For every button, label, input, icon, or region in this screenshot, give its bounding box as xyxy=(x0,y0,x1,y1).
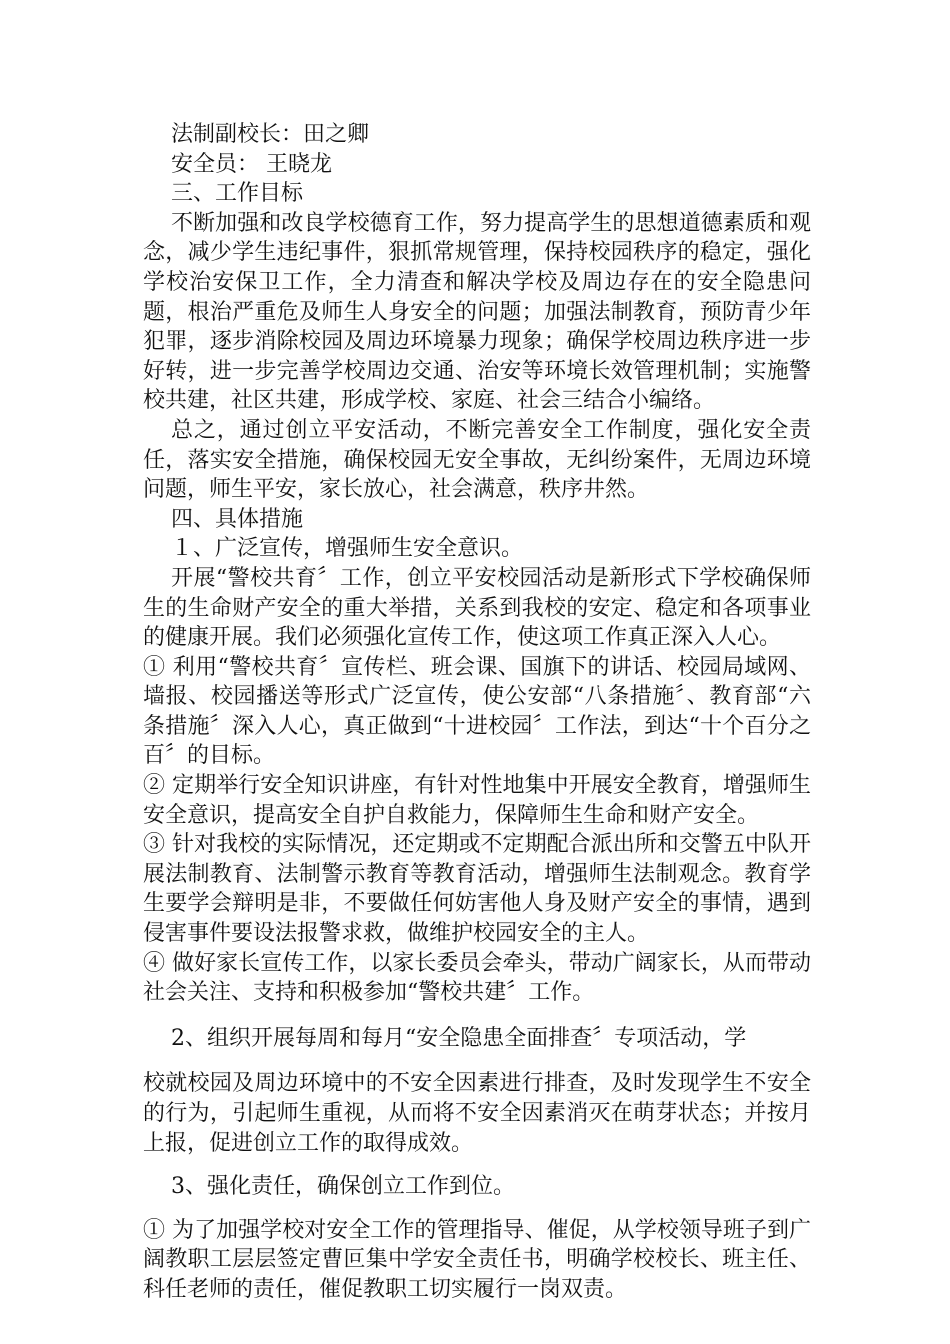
measure-2-heading: 2、组织开展每周和每月“安全隐患全面排查〞专项活动，学 xyxy=(171,1025,747,1051)
measure-1-heading: １、广泛宣传，增强师生安全意识。 xyxy=(171,536,524,562)
measure-1-item-3: ③ 针对我校的实际情况，还定期或不定期配合派出所和交警五中队开展法制教育、法制警示教育等教育活动，增强师生法制观念。教育学生要学会辩明是非，不要做任何妨害他人身及财产安全的事情，遇到侵害事件要设法报警求救，做维护校园安全的主人。 xyxy=(143,832,811,947)
measure-3-heading: 3、强化责任，确保创立工作到位。 xyxy=(171,1174,515,1200)
section-heading-measures: 四、具体措施 xyxy=(171,506,304,532)
goals-paragraph: 不断加强和改良学校德育工作，努力提高学生的思想道德素质和观念，减少学生违纪事件，狠抓常规管理，保持校园秩序的稳定，强化学校治安保卫工作，全力清查和解决学校及周边存在的安全隐患问题，根治严重危及师生人身安全的问题；加强法制教育，预防青少年犯罪，逐步消除校园及周边环境暴力现象；确保学校周边秩序进一步好转，进一步完善学校周边交通、治安等环境长效管理机制；实施警校共建，社区共建，形成学校、家庭、社会三结合小编络。 xyxy=(143,210,811,414)
measure-1-paragraph: 开展“警校共育〞工作，创立平安校园活动是新形式下学校确保师生的生命财产安全的重大举措，关系到我校的安定、稳定和各项事业的健康开展。我们必须强化宣传工作，使这项工作真正深入人心。 xyxy=(143,565,811,651)
summary-paragraph: 总之，通过创立平安活动，不断完善安全工作制度，强化安全责任，落实安全措施，确保校园无安全事故，无纠纷案件，无周边环境问题，师生平安，家长放心，社会满意，秩序井然。 xyxy=(143,417,811,503)
measure-1-item-4: ④ 做好家长宣传工作，以家长委员会牵头，带动广阔家长，从而带动社会关注、支持和积极参加“警校共建〞工作。 xyxy=(143,950,811,1006)
measure-3-item-1: ① 为了加强学校对安全工作的管理指导、催促，从学校领导班子到广阔教职工层层签定曹叵集中学安全责任书，明确学校校长、班主任、科任老师的责任，催促教职工切实履行一岗双责。 xyxy=(143,1217,811,1302)
safety-officer-line: 安全员： 王晓龙 xyxy=(171,151,332,177)
vice-principal-line: 法制副校长：田之卿 xyxy=(171,122,370,147)
section-heading-goals: 三、工作目标 xyxy=(171,181,304,207)
measure-1-item-1: ① 利用“警校共育〞宣传栏、班会课、国旗下的讲话、校园局域网、墙报、校园播送等形式广泛宣传，使公安部“八条措施〞、教育部“六条措施〞深入人心，真正做到“十进校园〞工作法，到达“十个百分之百〞的目标。 xyxy=(143,654,811,769)
document-body xyxy=(143,120,811,1305)
measure-1-item-2: ② 定期举行安全知识讲座，有针对性地集中开展安全教育，增强师生安全意识，提高安全自护自救能力，保障师生生命和财产安全。 xyxy=(143,773,811,828)
measure-2-paragraph: 校就校园及周边环境中的不安全因素进行排查，及时发现学生不安全的行为，引起师生重视，从而将不安全因素消灭在萌芽状态；并按月上报，促进创立工作的取得成效。 xyxy=(143,1071,811,1156)
